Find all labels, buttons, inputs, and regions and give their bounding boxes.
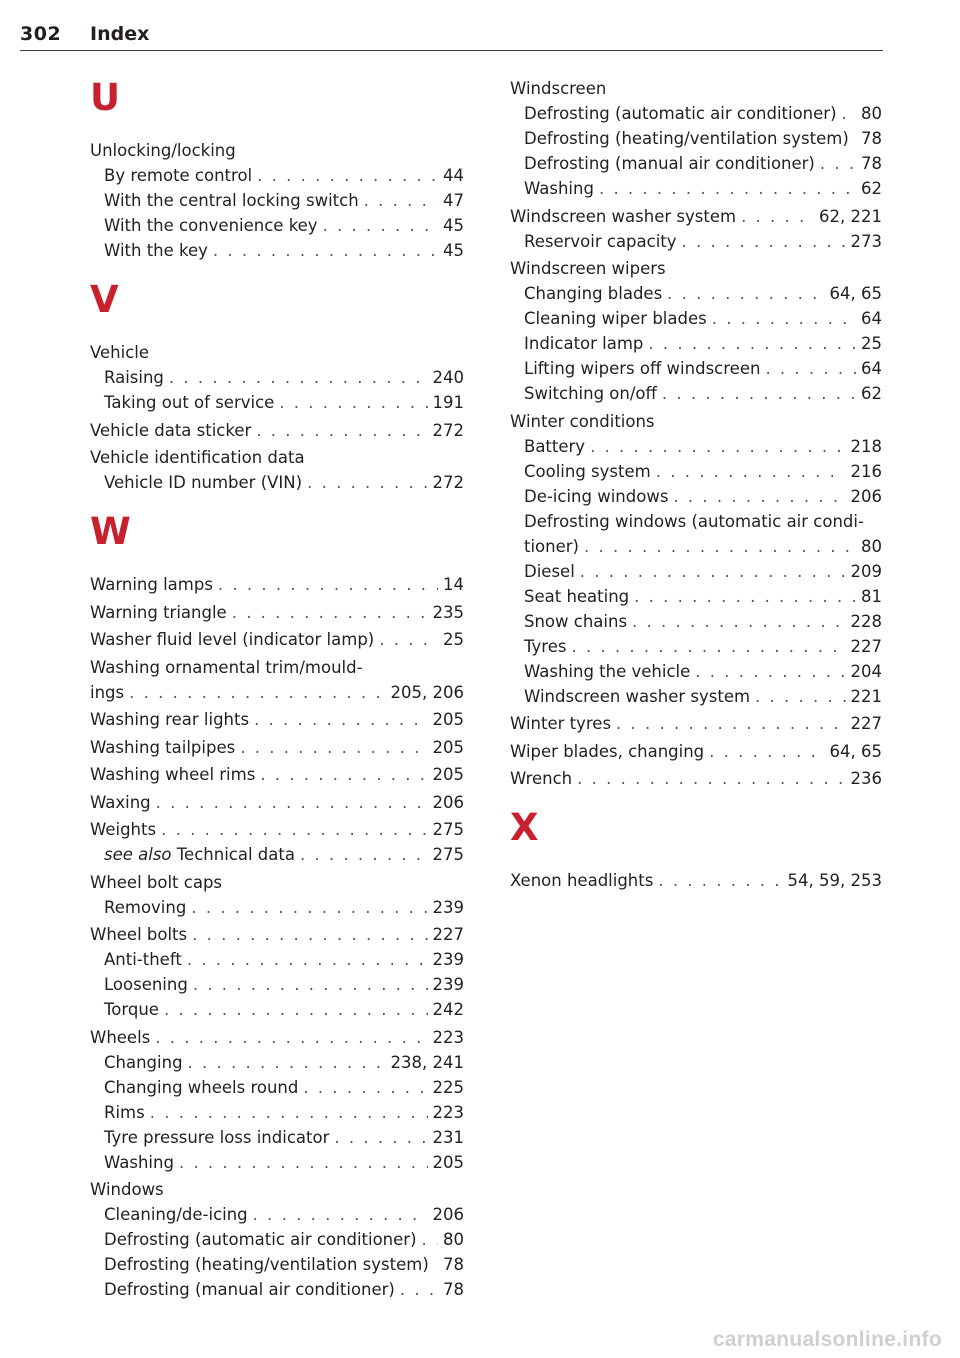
index-entry: Washing ornamental trim/mould- [90,657,363,677]
index-subentry: Defrosting (manual air conditioner) . . . 78 [90,1277,464,1302]
index-subentry: Snow chains . . . 228 [510,609,882,634]
index-subentry: Washing . . . 205 [90,1150,464,1175]
index-subentry: Battery . . . 218 [510,434,882,459]
index-subentry: By remote control . . . 44 [90,163,464,188]
section-letter-x: X [510,806,539,849]
section-letter-u: U [90,76,121,119]
index-entry: Wheel bolts . . . 227 [90,922,464,947]
index-subentry: Seat heating . . . 81 [510,584,882,609]
index-column-right [510,76,882,893]
index-subentry: Removing . . . 239 [90,895,464,920]
index-subentry: Defrosting (heating/ventilation system) 78 [104,1255,464,1274]
section-letter-v: V [90,278,119,321]
index-subentry: Loosening . . . 239 [90,972,464,997]
page-number: 302 [20,23,62,45]
index-subentry: Rims . . . 223 [90,1100,464,1125]
index-entry: Warning triangle . . . 235 [90,600,464,625]
index-subentry: Tyres . . . 227 [510,634,882,659]
index-entry: Windscreen [510,79,607,98]
index-entry: Warning lamps . . . 14 [90,572,464,597]
index-subentry: Vehicle ID number (VIN) . . . 272 [90,470,464,495]
index-entry: Xenon headlights . . . 54, 59, 253 [510,868,882,893]
index-subentry: With the convenience key . . . 45 [90,213,464,238]
index-subentry: Changing . . . 238, 241 [90,1050,464,1075]
index-entry: Unlocking/locking [90,141,236,160]
index-subentry: Cooling system . . . 216 [510,459,882,484]
index-subentry: Defrosting (automatic air conditioner) . . . 80 [510,101,882,126]
index-subentry: Raising . . . 240 [90,365,464,390]
index-subentry: Taking out of service . . . 191 [90,390,464,415]
index-entry: Windows [90,1180,164,1199]
index-entry: Vehicle data sticker . . . 272 [90,418,464,443]
index-entry: Washing wheel rims . . . 205 [90,762,464,787]
index-subentry: De-icing windows . . . 206 [510,484,882,509]
index-entry: ings . . . 205, 206 [90,680,464,705]
index-entry: Windscreen wipers [510,259,666,278]
index-subentry: Lifting wipers off windscreen . . . 64 [510,356,882,381]
index-subentry: With the key . . . 45 [90,238,464,263]
index-subentry: see also Technical data . . . 275 [90,842,464,867]
index-subentry: Cleaning wiper blades . . . 64 [510,306,882,331]
index-subentry: Defrosting (manual air conditioner) . . . 78 [510,151,882,176]
index-subentry: tioner) . . . 80 [510,534,882,559]
index-entry: Washing rear lights . . . 205 [90,707,464,732]
index-entry: Winter conditions [510,411,655,431]
index-entry: Wheels . . . 223 [90,1025,464,1050]
index-entry: Windscreen washer system . . . 62, 221 [510,204,882,229]
index-entry: Weights . . . 275 [90,817,464,842]
watermark: carmanualsonline.info [712,1328,942,1351]
index-subentry: Reservoir capacity . . . 273 [510,229,882,254]
index-entry: Waxing . . . 206 [90,790,464,815]
index-entry: Wrench . . . 236 [510,766,882,791]
index-subentry: Indicator lamp . . . 25 [510,331,882,356]
index-subentry: Changing wheels round . . . 225 [90,1075,464,1100]
index-subentry: Cleaning/de-icing . . . 206 [90,1202,464,1227]
index-subentry: Switching on/off . . . 62 [510,381,882,406]
index-subentry: Defrosting (automatic air conditioner) . . . 80 [90,1227,464,1252]
page-title: Index [90,23,150,45]
index-subentry: Washing . . . 62 [510,176,882,201]
index-subentry: Tyre pressure loss indicator . . . 231 [90,1125,464,1150]
index-entry: Wheel bolt caps [90,872,223,892]
index-subentry: Changing blades . . . 64, 65 [510,281,882,306]
index-subentry: With the central locking switch . . . 47 [90,188,464,213]
index-entry: Vehicle [90,343,150,362]
section-letter-w: W [90,510,131,553]
index-subentry: Anti-theft . . . 239 [90,947,464,972]
index-entry: Winter tyres . . . 227 [510,711,882,736]
index-entry: Washing tailpipes . . . 205 [90,735,464,760]
index-subentry: Windscreen washer system . . . 221 [510,684,882,709]
index-subentry: Diesel . . . 209 [510,559,882,584]
index-entry: Vehicle identification data [90,448,305,467]
index-subentry: Defrosting (heating/ventilation system) 78 [524,129,882,148]
index-subentry: Defrosting windows (automatic air condi- [524,511,864,531]
index-entry: Washer fluid level (indicator lamp) . . . 25 [90,627,464,652]
index-subentry: Torque . . . 242 [90,997,464,1022]
index-subentry: Washing the vehicle . . . 204 [510,659,882,684]
index-column-left [90,76,464,1302]
index-entry: Wiper blades, changing . . . 64, 65 [510,739,882,764]
page-header [20,20,883,51]
